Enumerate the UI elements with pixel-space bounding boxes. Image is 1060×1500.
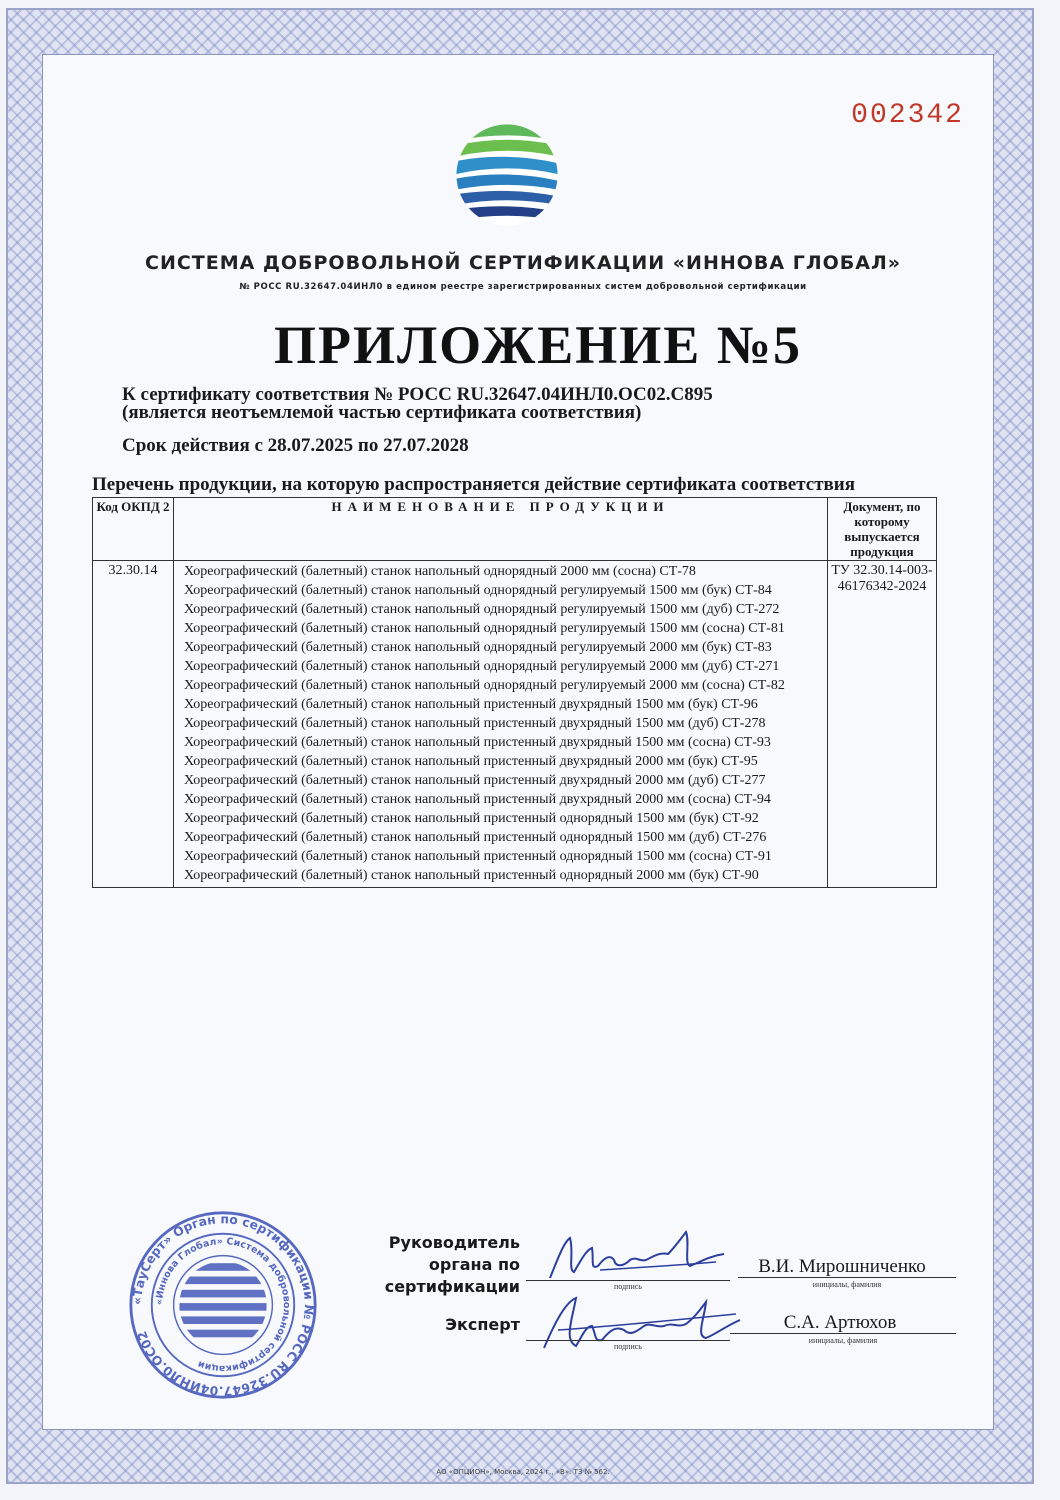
- expert-name-line: [730, 1333, 956, 1334]
- header-name: НАИМЕНОВАНИЕ ПРОДУКЦИИ: [174, 498, 828, 561]
- list-item: Хореографический (балетный) станок напольный однорядный регулируемый 1500 мм (сосна) СТ-81: [184, 621, 785, 636]
- list-item: Хореографический (балетный) станок напольный однорядный регулируемый 2000 мм (сосна) СТ-82: [184, 678, 785, 693]
- list-item: Хореографический (балетный) станок напольный пристенный двухрядный 1500 мм (сосна) СТ-93: [184, 735, 771, 750]
- list-item: Хореографический (балетный) станок напольный пристенный однорядный 1500 мм (сосна) СТ-91: [184, 849, 772, 864]
- table-row: [93, 561, 937, 888]
- list-item: Хореографический (балетный) станок напольный пристенный однорядный 2000 мм (бук) СТ-90: [184, 868, 759, 883]
- globe-logo-icon: [452, 120, 562, 230]
- products-table: [92, 497, 937, 888]
- list-item: Хореографический (балетный) станок напольный пристенный однорядный 1500 мм (бук) СТ-92: [184, 811, 759, 826]
- system-title: СИСТЕМА ДОБРОВОЛЬНОЙ СЕРТИФИКАЦИИ «ИННОВА ГЛОБАЛ»: [145, 252, 901, 274]
- system-registration: № РОСС RU.32647.04ИНЛ0 в едином реестре зарегистрированных систем добровольной сертификации: [239, 282, 807, 292]
- standard-document: ТУ 32.30.14-003-46176342-2024: [828, 561, 937, 888]
- list-item: Хореографический (балетный) станок напольный пристенный двухрядный 2000 мм (сосна) СТ-94: [184, 792, 771, 807]
- expert-name-caption: инициалы, фамилия: [808, 1336, 878, 1345]
- product-list: [174, 561, 828, 888]
- expert-label: Эксперт: [445, 1315, 520, 1334]
- list-item: Хореографический (балетный) станок напольный пристенный двухрядный 2000 мм (дуб) СТ-277: [184, 773, 766, 788]
- head-name-line: [738, 1277, 956, 1278]
- head-signature-line: [526, 1280, 730, 1281]
- head-signature-caption: подпись: [614, 1282, 642, 1291]
- expert-signature-caption: подпись: [614, 1342, 642, 1351]
- list-item: Хореографический (балетный) станок напольный пристенный двухрядный 2000 мм (бук) СТ-95: [184, 754, 758, 769]
- head-name-caption: инициалы, фамилия: [812, 1280, 882, 1289]
- list-item: Хореографический (балетный) станок напольный однорядный регулируемый 2000 мм (дуб) СТ-271: [184, 659, 780, 674]
- certificate-number: К сертификату соответствия № РОСС RU.32647.04ИНЛ0.ОС02.С895: [122, 384, 713, 405]
- head-signature-icon: [540, 1222, 730, 1288]
- list-item: Хореографический (балетный) станок напольный однорядный регулируемый 1500 мм (бук) СТ-84: [184, 583, 772, 598]
- list-item: Хореографический (балетный) станок напольный однорядный регулируемый 2000 мм (бук) СТ-83: [184, 640, 772, 655]
- serial-number: 002342: [851, 100, 964, 131]
- list-item: Хореографический (балетный) станок напольный пристенный двухрядный 1500 мм (бук) СТ-96: [184, 697, 758, 712]
- validity-period: Срок действия с 28.07.2025 по 27.07.2028: [122, 435, 469, 456]
- stamp-inner-text: «Иннова Глобал» Система добровольной сертификации: [154, 1236, 292, 1374]
- header-code: Код ОКПД 2: [93, 498, 174, 561]
- header-doc: Документ, по которому выпускается продукция: [828, 498, 937, 561]
- okpd-code: 32.30.14: [93, 561, 174, 888]
- expert-signature-icon: [536, 1290, 746, 1362]
- page-title: ПРИЛОЖЕНИЕ №5: [273, 315, 803, 375]
- product-list-heading: Перечень продукции, на которую распространяется действие сертификата соответствия: [92, 474, 856, 495]
- seal-stamp-icon: [128, 1210, 318, 1400]
- printer-imprint: АО «ОПЦИОН», Москва, 2024 г., «В». ТЗ № 562.: [436, 1468, 610, 1476]
- stamp-outer-text: «ТауСерт» Орган по сертификации № РОСС RU.32647.04ИНЛ0.ОС02: [130, 1212, 316, 1398]
- table-header-row: [93, 498, 937, 561]
- expert-name: С.А. Артюхов: [783, 1312, 897, 1333]
- head-name: В.И. Мирошниченко: [758, 1256, 926, 1277]
- list-item: Хореографический (балетный) станок напольный пристенный однорядный 1500 мм (дуб) СТ-276: [184, 830, 767, 845]
- list-item: Хореографический (балетный) станок напольный пристенный двухрядный 1500 мм (дуб) СТ-278: [184, 716, 766, 731]
- head-of-body-label: Руководитель органа по сертификации: [384, 1233, 520, 1296]
- expert-signature-line: [526, 1340, 730, 1341]
- certificate-note: (является неотъемлемой частью сертификата соответствия): [122, 402, 642, 423]
- list-item: Хореографический (балетный) станок напольный однорядный 2000 мм (сосна) СТ-78: [184, 564, 696, 579]
- list-item: Хореографический (балетный) станок напольный однорядный регулируемый 1500 мм (дуб) СТ-272: [184, 602, 780, 617]
